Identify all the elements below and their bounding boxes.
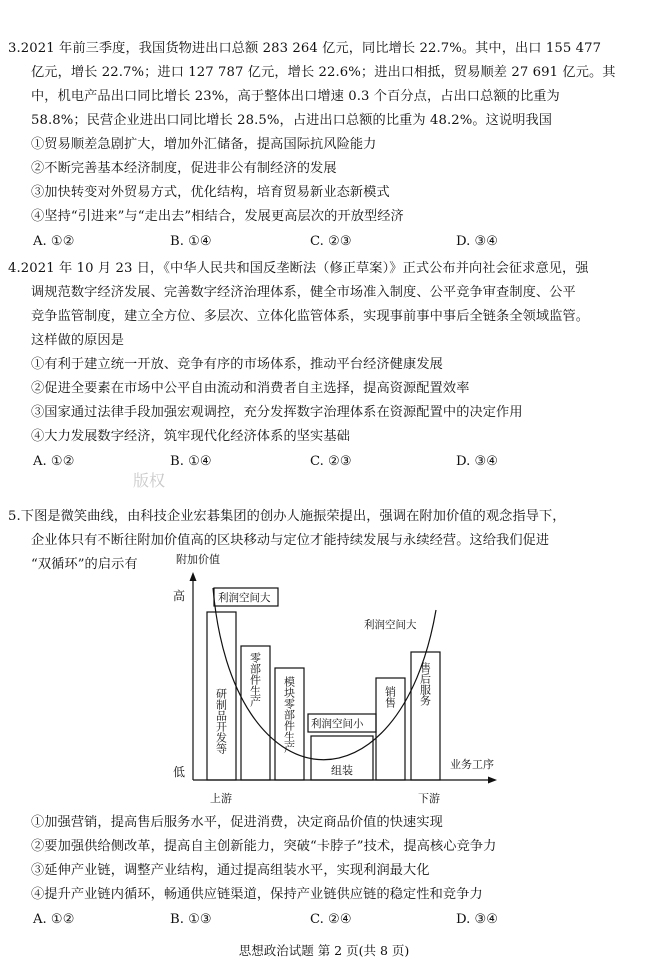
downstream-label: 下游: [418, 792, 440, 805]
q5-statement: ③延伸产业链，调整产业结构，通过提高组装水平，实现利润最大化: [31, 863, 430, 878]
q4-line: 调规范数字经济发展、完善数字经济治理体系，健全市场准入制度、公平竞争审查制度、公平: [31, 285, 576, 300]
q3-statement: ④坚持“引进来”与“走出去”相结合，发展更高层次的开放型经济: [31, 209, 404, 224]
y-axis-arrow: [190, 572, 197, 581]
page-footer: 思想政治试题 第 2 页(共 8 页): [238, 943, 410, 958]
profit-small: 利润空间小: [311, 718, 364, 730]
x-axis-arrow: [488, 777, 497, 784]
option-c[interactable]: C. ②③: [310, 234, 352, 249]
option-a[interactable]: A. ①②: [33, 912, 75, 927]
upstream-label: 上游: [210, 792, 232, 805]
q5-statement: ①加强营销，提高售后服务水平，促进消费，决定商品价值的快速实现: [31, 815, 443, 830]
q3-line: 亿元，增长 22.7%；进口 127 787 亿元，增长 22.6%；进出口相抵，贸易顺差 27 691 亿元。其: [31, 65, 616, 80]
option-a[interactable]: A. ①②: [33, 234, 75, 249]
bar-label-modules: 模块零部件生产: [282, 676, 296, 753]
profit-large-left: 利润空间大: [218, 592, 271, 604]
q3-line: 58.8%；民营企业进出口同比增长 28.5%，占进出口总额的比重为 48.2%。这说明我国: [31, 113, 553, 128]
y-axis-label: 附加价值: [176, 553, 220, 566]
q4-line: 竞争监管制度，建立全方位、多层次、立体化监管体系，实现事前事中事后全链条全领域监管。: [31, 309, 590, 324]
option-c[interactable]: C. ②④: [310, 912, 352, 927]
q5-line: 企业体只有不断往附加价值高的区块移动与定位才能持续发展与永续经营。这给我们促进: [31, 533, 550, 548]
option-b[interactable]: B. ①③: [170, 912, 212, 927]
bar-label-service: 售后服务: [418, 662, 432, 706]
low-label: 低: [173, 765, 186, 779]
option-d[interactable]: D. ③④: [456, 234, 499, 249]
bar-label-parts: 零部件生产: [248, 652, 262, 707]
bar-label-sales: 销售: [383, 686, 397, 708]
q4-statement: ①有利于建立统一开放、竞争有序的市场体系，推动平台经济健康发展: [31, 357, 443, 372]
q4-statement: ②促进全要素在市场中公平自由流动和消费者自主选择，提高资源配置效率: [31, 381, 470, 396]
bar-label-rd: 研制品开发等: [214, 688, 228, 754]
q3-line: 3.2021 年前三季度，我国货物进出口总额 283 264 亿元，同比增长 22.7%。其中，出口 155 477: [8, 41, 602, 56]
q4-statement: ④大力发展数字经济，筑牢现代化经济体系的坚实基础: [31, 429, 350, 444]
smile-curve: [213, 588, 436, 760]
q3-statement: ③加快转变对外贸易方式，优化结构，培育贸易新业态新模式: [31, 185, 390, 200]
x-axis-label: 业务工序: [450, 758, 494, 771]
q5-statement: ④提升产业链内循环，畅通供应链渠道，保持产业链供应链的稳定性和竞争力: [31, 887, 483, 902]
option-a[interactable]: A. ①②: [33, 454, 75, 469]
high-label: 高: [173, 589, 186, 603]
option-d[interactable]: D. ③④: [456, 912, 499, 927]
q5-line: “双循环”的启示有: [31, 557, 138, 572]
q4-line: 4.2021 年 10 月 23 日，《中华人民共和国反垄断法（修正草案）》正式公布并向社会征求意见，强: [8, 261, 589, 276]
bar-label-assembly: 组装: [331, 764, 353, 777]
q3-statement: ①贸易顺差急剧扩大，增加外汇储备，提高国际抗风险能力: [31, 137, 377, 152]
option-c[interactable]: C. ②③: [310, 454, 352, 469]
option-b[interactable]: B. ①④: [170, 234, 212, 249]
q4-statement: ③国家通过法律手段加强宏观调控，充分发挥数字治理体系在资源配置中的决定作用: [31, 405, 523, 420]
profit-large-right: 利润空间大: [364, 619, 417, 631]
q5-statement: ②要加强供给侧改革，提高自主创新能力，突破“卡脖子”技术，提高核心竞争力: [31, 839, 497, 854]
option-b[interactable]: B. ①④: [170, 454, 212, 469]
watermark-text: 版权: [133, 471, 166, 490]
smile-curve-diagram: [0, 548, 648, 808]
q3-statement: ②不断完善基本经济制度，促进非公有制经济的发展: [31, 161, 337, 176]
q4-line: 这样做的原因是: [31, 333, 125, 348]
q3-line: 中，机电产品出口同比增长 23%，高于整体出口增速 0.3 个百分点，占出口总额的比重为: [31, 89, 560, 104]
q5-line: 5.下图是微笑曲线，由科技企业宏碁集团的创办人施振荣提出，强调在附加价值的观念指导下，: [8, 509, 566, 524]
option-d[interactable]: D. ③④: [456, 454, 499, 469]
